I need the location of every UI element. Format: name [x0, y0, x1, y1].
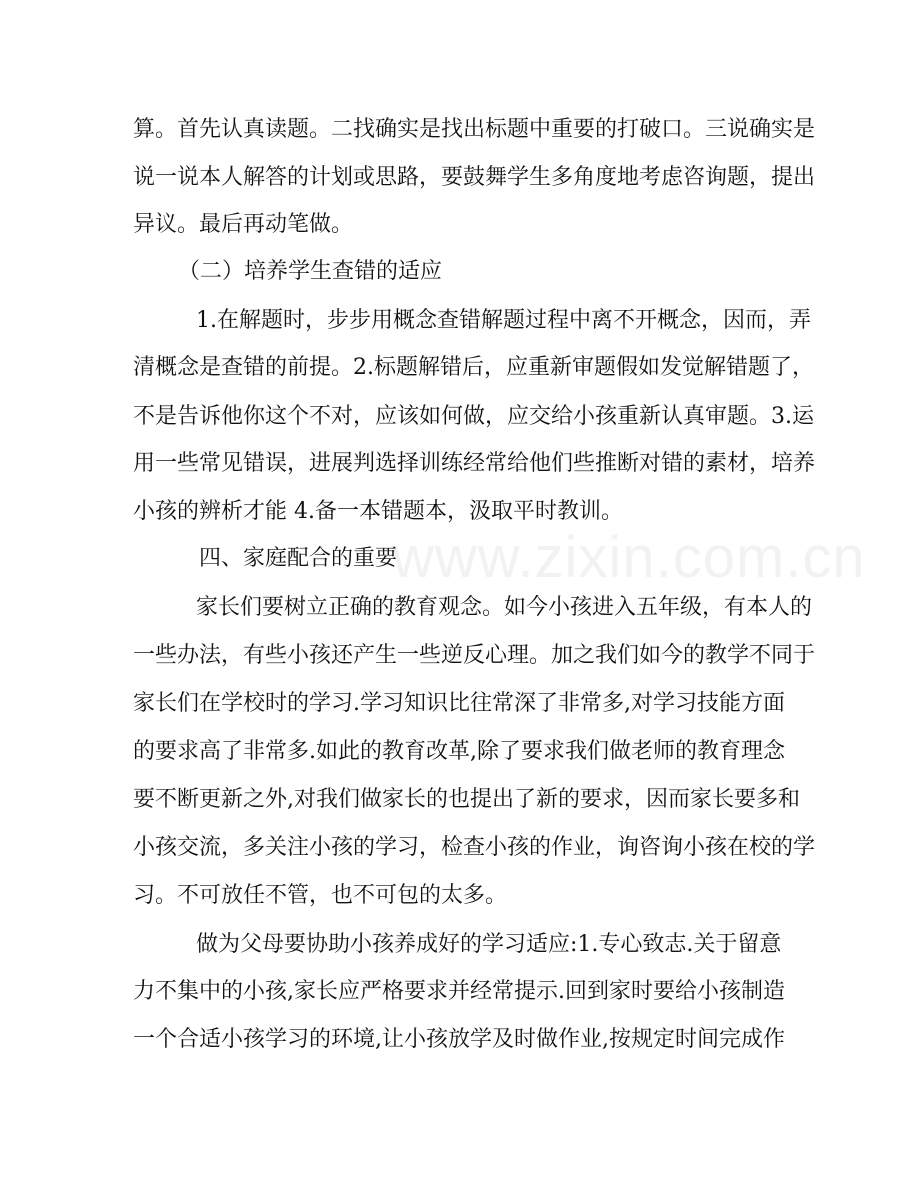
text-line-5: 1.在解题时，步步用概念查错解题过程中离不开概念，因而，弄 [196, 308, 811, 333]
text-line-14: 的要求高了非常多.如此的教育改革,除了要求我们做老师的教育理念 [133, 739, 785, 764]
text-line-6: 清概念是查错的前提。2.标题解错后，应重新审题假如发觉解错题了， [133, 355, 814, 380]
text-line-9: 小孩的辨析才能 4.备一本错题本，汲取平时教训。 [133, 499, 623, 524]
text-line-18: 做为父母要协助小孩养成好的学习适应:1.专心致志.关于留意 [196, 932, 782, 957]
text-line-19: 力不集中的小孩,家长应严格要求并经常提示.回到家时要给小孩制造 [133, 979, 785, 1004]
section-heading-4: 四、家庭配合的重要 [199, 546, 398, 571]
text-line-15: 要不断更新之外,对我们做家长的也提出了新的要求，因而家长要多和 [133, 787, 800, 812]
text-line-20: 一个合适小孩学习的环境,让小孩放学及时做作业,按规定时间完成作 [133, 1027, 785, 1052]
text-line-2: 说一说本人解答的计划或思路，要鼓舞学生多角度地考虑咨询题，提出 [133, 165, 816, 190]
text-line-13: 家长们在学校时的学习.学习知识比往常深了非常多,对学习技能方面 [133, 691, 785, 716]
section-heading-2: （二）培养学生查错的适应 [178, 259, 443, 284]
text-line-7: 不是告诉他你这个不对，应该如何做，应交给小孩重新认真审题。3.运 [133, 404, 814, 429]
text-line-17: 习。不可放任不管，也不可包的太多。 [133, 883, 508, 908]
text-line-11: 家长们要树立正确的教育观念。如今小孩进入五年级，有本人的 [196, 595, 813, 620]
text-line-1: 算。首先认真读题。二找确实是找出标题中重要的打破口。三说确实是 [133, 117, 816, 142]
text-line-16: 小孩交流，多关注小孩的学习，检查小孩的作业，询咨询小孩在校的学 [133, 835, 816, 860]
watermark: www.zixin.com.cn [392, 525, 866, 590]
text-line-12: 一些办法，有些小孩还产生一些逆反心理。加之我们如今的教学不同于 [133, 643, 816, 668]
text-line-3: 异议。最后再动笔做。 [133, 212, 354, 237]
text-line-8: 用一些常见错误，进展判选择训练经常给他们些推断对错的素材，培养 [133, 451, 816, 476]
